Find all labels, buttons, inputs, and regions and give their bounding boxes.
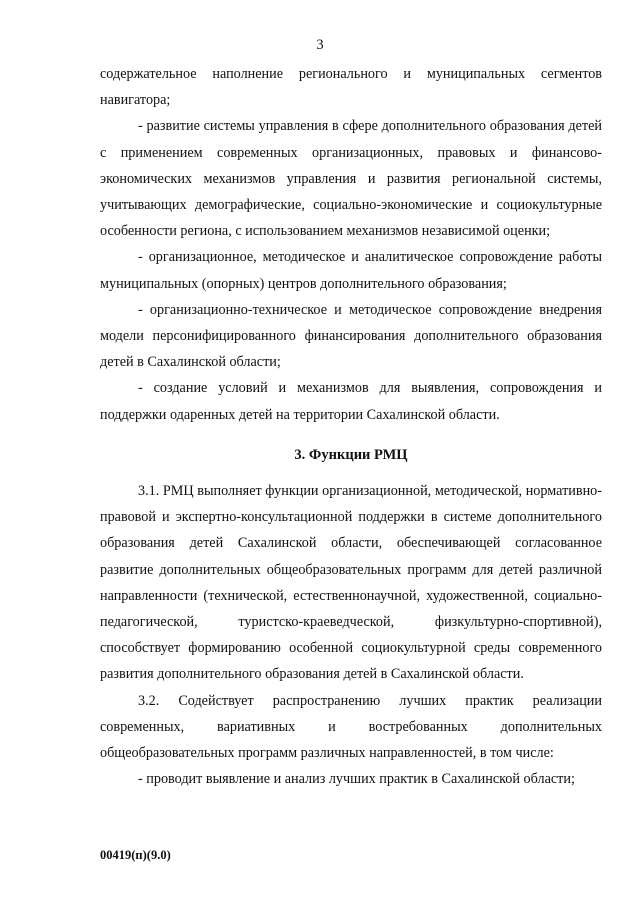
document-body: [100, 61, 602, 792]
page-number: 3: [316, 37, 324, 53]
footer-code: 00419(п)(9.0): [100, 848, 171, 862]
list-item-management-system: - развитие системы управления в сфере дополнительного образования детей с применением современных организационных, правовых и финансово-экономических механизмов управления и развития региональной системы, учитывающих демографические, социально-экономические и социокультурные особенности региона, с использованием механизмов независимой оценки;: [100, 118, 602, 240]
list-item-gifted-children: - создание условий и механизмов для выявления, сопровождения и поддержки одаренных детей на территории Сахалинской области.: [100, 380, 602, 423]
list-item-municipal-centers-support: - организационное, методическое и аналитическое сопровождение работы муниципальных (опорных) центров дополнительного образования;: [100, 249, 602, 292]
list-item-personified-financing: - организационно-техническое и методическое сопровождение внедрения модели персонифицированного финансирования дополнительного образования детей в Сахалинской области;: [100, 301, 602, 371]
paragraph-3-2: 3.2. Содействует распространению лучших практик реализации современных, вариативных и востребованных дополнительных общеобразовательных программ различных направленностей, в том числе:: [100, 692, 602, 762]
list-item-best-practices: - проводит выявление и анализ лучших практик в Сахалинской области;: [138, 771, 575, 788]
section-heading: 3. Функции РМЦ: [294, 446, 408, 463]
paragraph-3-1: 3.1. РМЦ выполняет функции организационной, методической, нормативно-правовой и экспертно-консультационной поддержки в системе дополнительного образования детей Сахалинской области, обеспечивающей согласованное развитие дополнительных общеобразовательных программ для детей различной направленности (технической, естественнонаучной, художественной, социально-педагогической, туристско-краеведческой, физкультурно-спортивной), способствует формированию особенной социокультурной среды современного развития дополнительного образования детей в Сахалинской области.: [100, 483, 602, 683]
paragraph-continuation: содержательное наполнение регионального и муниципальных сегментов навигатора;: [100, 66, 602, 109]
